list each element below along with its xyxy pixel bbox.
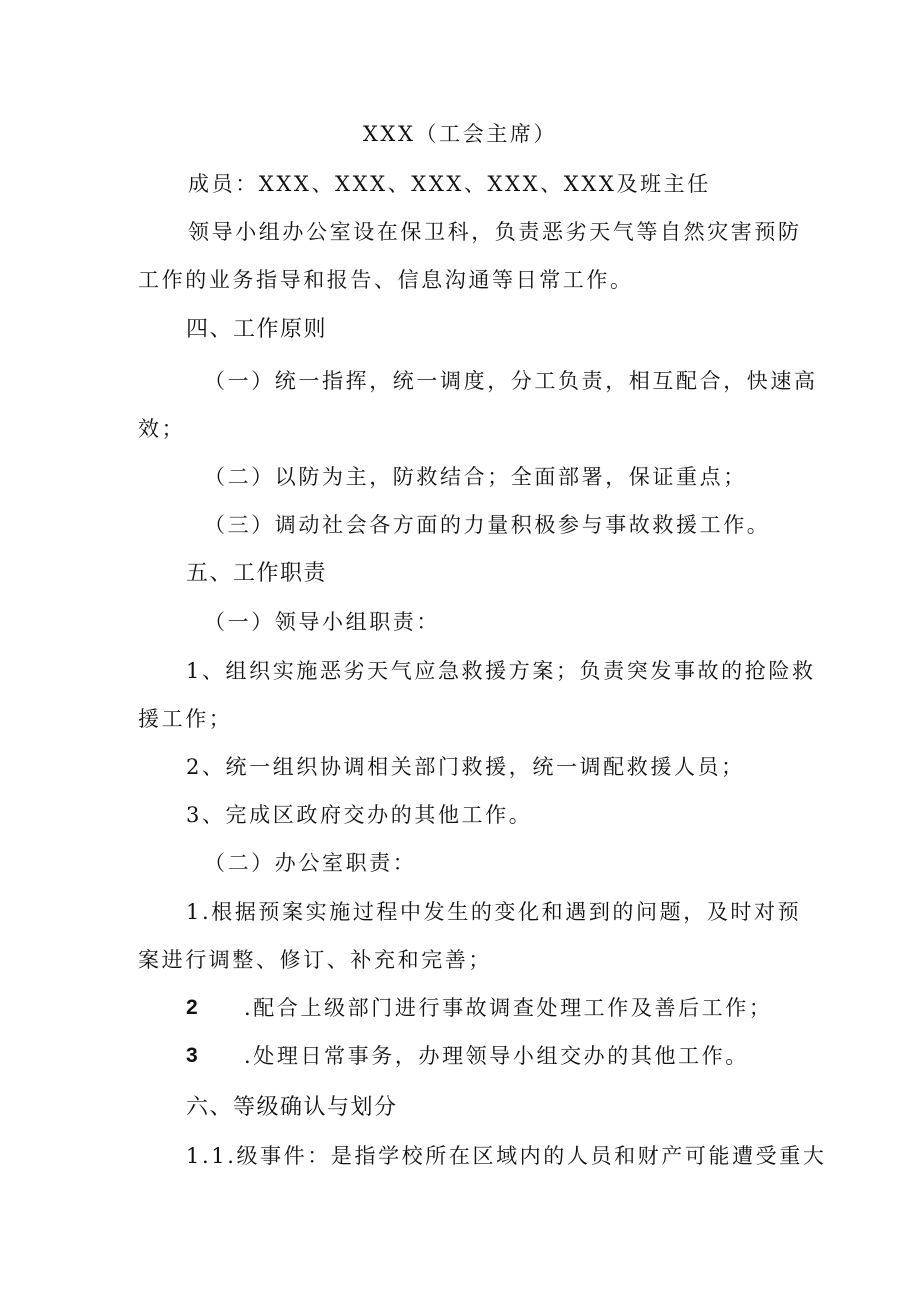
principle-1-line-2: 效； — [138, 417, 186, 441]
office-duty-1-line-1: 1.根据预案实施过程中发生的变化和遇到的问题，及时对预 — [186, 900, 802, 924]
office-paragraph-line-2: 工作的业务指导和报告、信息沟通等日常工作。 — [138, 268, 634, 292]
section-4-title: 四、工作原则 — [186, 317, 328, 342]
principle-2: （二）以防为主，防救结合；全面部署，保证重点； — [204, 465, 747, 489]
duty-group-title: （一）领导小组职责： — [204, 610, 440, 634]
duty-1-line-1: 1、组织实施恶劣天气应急救援方案；负责突发事故的抢险救 — [186, 659, 816, 683]
members-line: 成员：XXX、XXX、XXX、XXX、XXX及班主任 — [188, 172, 711, 196]
section-5-title: 五、工作职责 — [186, 561, 328, 586]
duty-3: 3、完成区政府交办的其他工作。 — [186, 803, 533, 827]
office-duty-1-line-2: 案进行调整、修订、补充和完善； — [138, 948, 492, 972]
office-paragraph-line-1: 领导小组办公室设在保卫科，负责恶劣天气等自然灾害预防 — [188, 220, 802, 244]
section-6-title: 六、等级确认与划分 — [186, 1095, 398, 1120]
office-duty-title: （二）办公室职责： — [204, 851, 417, 875]
principle-3: （三）调动社会各方面的力量积极参与事故救援工作。 — [204, 513, 771, 537]
chair-line: XXX（工会主席） — [362, 122, 558, 146]
duty-2: 2、统一组织协调相关部门救援，统一调配救援人员； — [186, 755, 745, 779]
principle-1-line-1: （一）统一指挥，统一调度，分工负责，相互配合，快速高 — [204, 369, 818, 393]
office-duty-3-text: .处理日常事务，办理领导小组交办的其他工作。 — [244, 1044, 749, 1068]
office-duty-3-number: 3 — [186, 1044, 199, 1067]
duty-1-line-2: 援工作； — [138, 707, 233, 731]
office-duty-2-number: 2 — [186, 996, 199, 1019]
level-1-line-1: 1.1.级事件：是指学校所在区域内的人员和财产可能遭受重大 — [186, 1144, 827, 1168]
office-duty-2-text: .配合上级部门进行事故调查处理工作及善后工作； — [244, 996, 773, 1020]
